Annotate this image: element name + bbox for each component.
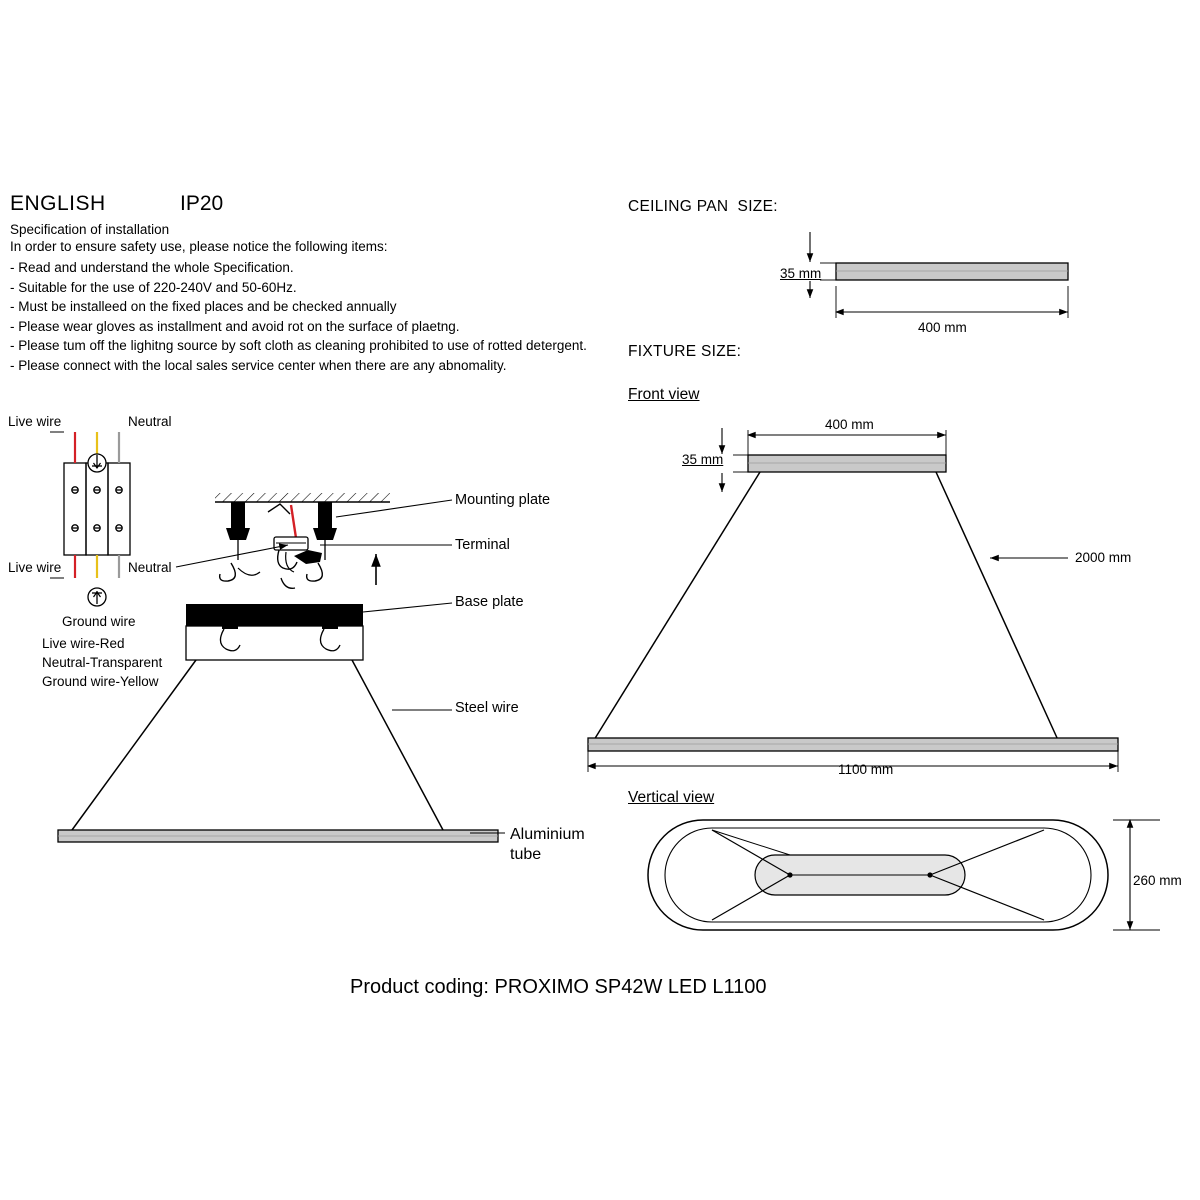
front-wire-right	[936, 472, 1058, 740]
dimension-ceiling-pan-width: 400 mm	[918, 320, 967, 335]
vertical-view-title: Vertical view	[628, 789, 715, 806]
front-view-title: Front view	[628, 386, 700, 403]
callout-terminal: Terminal	[455, 537, 510, 553]
dimension-fixture-length: 1100 mm	[838, 762, 894, 777]
callout-base-plate: Base plate	[455, 594, 524, 610]
steel-wire-left	[72, 660, 196, 830]
callout-mounting-plate: Mounting plate	[455, 492, 551, 508]
specification-heading: Specification of installation	[10, 222, 170, 237]
steel-wire-right	[352, 660, 443, 830]
spec-item: - Please tum off the lighitng source by soft cloth as cleaning prohibited to use of rotted detergent.	[10, 338, 587, 353]
earth-symbol-top	[88, 454, 106, 472]
vertical-view-drawing	[648, 820, 1160, 930]
product-coding-label: Product coding: PROXIMO SP42W LED L1100	[350, 976, 767, 998]
dimension-fixture-depth: 260 mm	[1133, 873, 1182, 888]
terminal-block-symbol	[64, 463, 130, 555]
earth-symbol-bottom	[88, 588, 106, 606]
wire-color-item: Ground wire-Yellow	[42, 674, 159, 689]
front-wire-left	[594, 472, 760, 740]
dimension-drop-length: 2000 mm	[1075, 550, 1132, 565]
callout-steel-wire: Steel wire	[455, 700, 519, 716]
front-view-drawing	[588, 428, 1118, 772]
spec-item: - Suitable for the use of 220-240V and 50-60Hz.	[10, 279, 297, 295]
spec-item: - Must be installeed on the fixed places and be checked annually	[10, 299, 397, 314]
dimension-ceiling-pan-height: 35 mm	[780, 266, 822, 281]
leader-base-plate	[363, 603, 452, 612]
ceiling-pan-size-title: CEILING PAN SIZE:	[628, 198, 778, 215]
neutral-label-mid: Neutral	[128, 560, 172, 575]
spec-item: - Please wear gloves as installment and avoid rot on the surface of plaetng.	[10, 318, 460, 334]
ceiling-pan-drawing	[810, 232, 1068, 318]
dimension-front-height: 35 mm	[682, 452, 724, 467]
ip-rating-label: IP20	[180, 192, 224, 215]
spec-item: - Please connect with the local sales service center when there are any abnomality.	[10, 357, 507, 373]
language-title: ENGLISH	[10, 192, 106, 215]
wire-color-item: Live wire-Red	[42, 636, 125, 651]
mounting-plate-assembly	[220, 502, 337, 588]
ceiling-hatch	[215, 493, 390, 502]
neutral-label-top: Neutral	[128, 414, 172, 429]
live-wire-label-mid: Live wire	[8, 560, 62, 575]
callout-aluminium-tube-line2: tube	[510, 846, 542, 863]
base-plate-shape	[186, 604, 363, 660]
aluminium-tube-left	[58, 830, 498, 842]
wire-color-item: Neutral-Transparent	[42, 655, 163, 670]
callout-aluminium-tube-line1: Aluminium	[510, 826, 585, 843]
specification-intro: In order to ensure safety use, please notice the following items:	[10, 239, 388, 254]
fixture-size-title: FIXTURE SIZE:	[628, 343, 742, 360]
dimension-front-width: 400 mm	[825, 417, 874, 432]
live-wire-label-top: Live wire	[8, 414, 62, 429]
ground-wire-label: Ground wire	[62, 614, 136, 629]
spec-item: - Read and understand the whole Specification.	[10, 260, 294, 275]
